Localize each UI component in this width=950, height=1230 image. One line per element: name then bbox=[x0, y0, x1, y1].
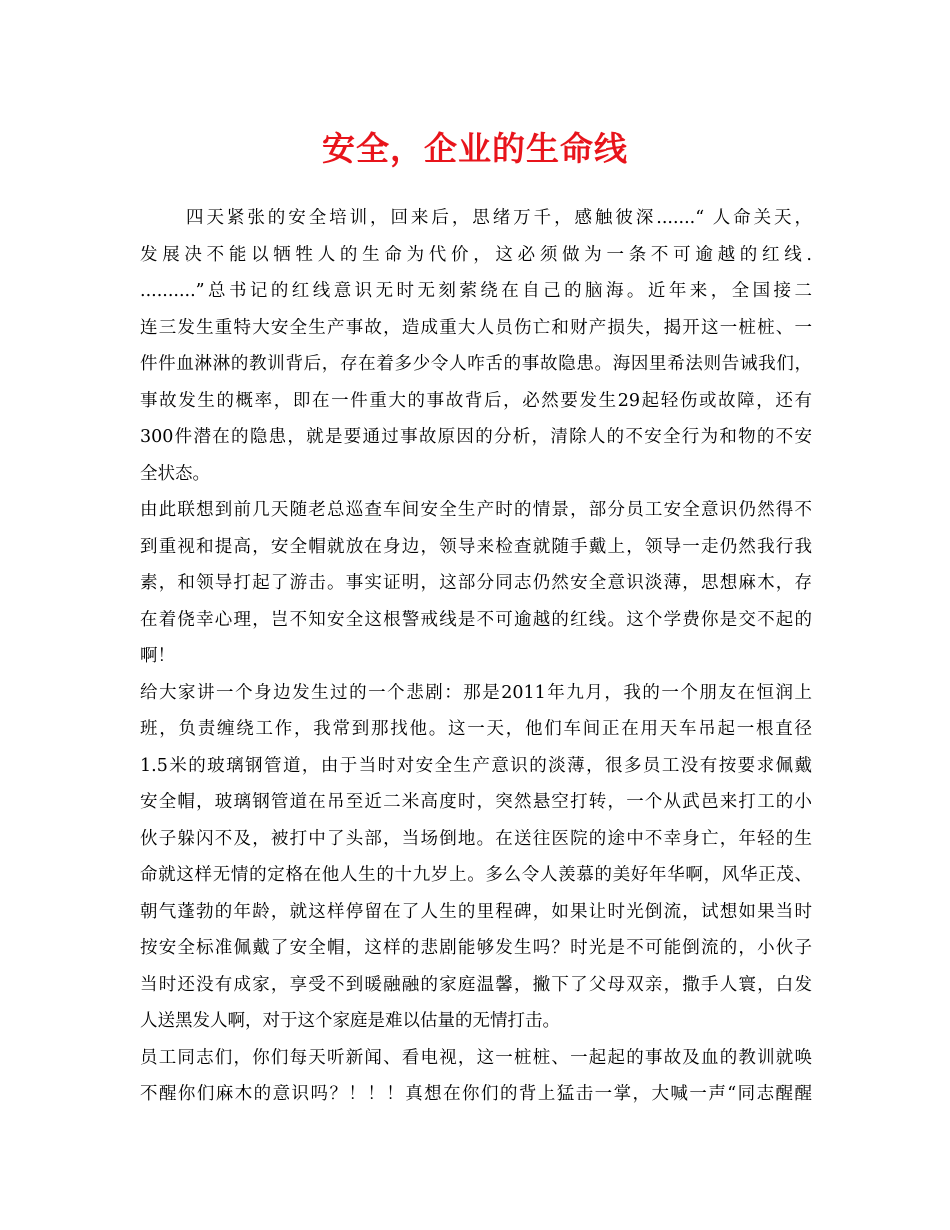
text-line: 给大家讲一个身边发生过的一个悲剧：那是2011年九月，我的一个朋友在恒润上 bbox=[140, 682, 812, 703]
text-line: 连三发生重特大安全生产事故，造成重大人员伤亡和财产损失，揭开这一桩桩、一 bbox=[140, 317, 812, 338]
text-line: 全状态。 bbox=[140, 463, 210, 484]
text-line: 人送黑发人啊，对于这个家庭是难以估量的无情打击。 bbox=[140, 1011, 560, 1031]
text-line: 朝气蓬勃的年龄，就这样停留在了人生的里程碑，如果让时光倒流，试想如果当时 bbox=[140, 901, 812, 922]
text-line: 啊！ bbox=[140, 646, 175, 666]
text-line: 1.5米的玻璃钢管道，由于当时对安全生产意识的淡薄，很多员工没有按要求佩戴 bbox=[140, 755, 812, 776]
text-line: 素，和领导打起了游击。事实证明，这部分同志仍然安全意识淡薄，思想麻木，存 bbox=[140, 573, 812, 593]
document-title: 安全，企业的生命线 bbox=[322, 129, 628, 168]
text-line: 在着侥幸心理，岂不知安全这根警戒线是不可逾越的红线。这个学费你是交不起的 bbox=[140, 609, 812, 630]
text-line: 发展决不能以牺牲人的生命为代价，这必须做为一条不可逾越的红线. bbox=[140, 244, 812, 265]
text-line: ..........”总书记的红线意识无时无刻萦绕在自己的脑海。近年来，全国接二 bbox=[140, 281, 812, 301]
text-line: 伙子躲闪不及，被打中了头部，当场倒地。在送往医院的途中不幸身亡，年轻的生 bbox=[140, 828, 812, 849]
text-line: 不醒你们麻木的意识吗？！！！真想在你们的背上猛击一掌，大喊一声“同志醒醒 bbox=[140, 1084, 812, 1104]
document-body bbox=[140, 200, 812, 1113]
text-line: 班，负责缠绕工作，我常到那找他。这一天，他们车间正在用天车吊起一根直径 bbox=[140, 719, 812, 739]
text-line: 命就这样无情的定格在他人生的十九岁上。多么令人羡慕的美好年华啊，风华正茂、 bbox=[140, 865, 812, 885]
text-line: 按安全标准佩戴了安全帽，这样的悲剧能够发生吗？时光是不可能倒流的，小伙子 bbox=[140, 938, 812, 958]
text-line: 到重视和提高，安全帽就放在身边，领导来检查就随手戴上，领导一走仍然我行我 bbox=[140, 536, 812, 557]
text-line: 安全帽，玻璃钢管道在吊至近二米高度时，突然悬空打转，一个从武邑来打工的小 bbox=[140, 792, 812, 812]
text-line: 由此联想到前几天随老总巡查车间安全生产时的情景，部分员工安全意识仍然得不 bbox=[140, 500, 812, 520]
text-line: 四天紧张的安全培训，回来后，思绪万千，感触彼深.......“ 人命关天， bbox=[186, 208, 812, 228]
text-line: 当时还没有成家，享受不到暖融融的家庭温馨，撇下了父母双亲，撒手人寰，白发 bbox=[140, 974, 812, 995]
text-line: 300件潜在的隐患，就是要通过事故原因的分析，清除人的不安全行为和物的不安 bbox=[140, 427, 812, 447]
text-line: 事故发生的概率，即在一件重大的事故背后，必然要发生29起轻伤或故障，还有 bbox=[140, 390, 812, 411]
text-line: 件件血淋淋的教训背后，存在着多少令人咋舌的事故隐患。海因里希法则告诫我们， bbox=[140, 354, 812, 374]
text-line: 员工同志们，你们每天听新闻、看电视，这一桩桩、一起起的事故及血的教训就唤 bbox=[140, 1047, 812, 1068]
